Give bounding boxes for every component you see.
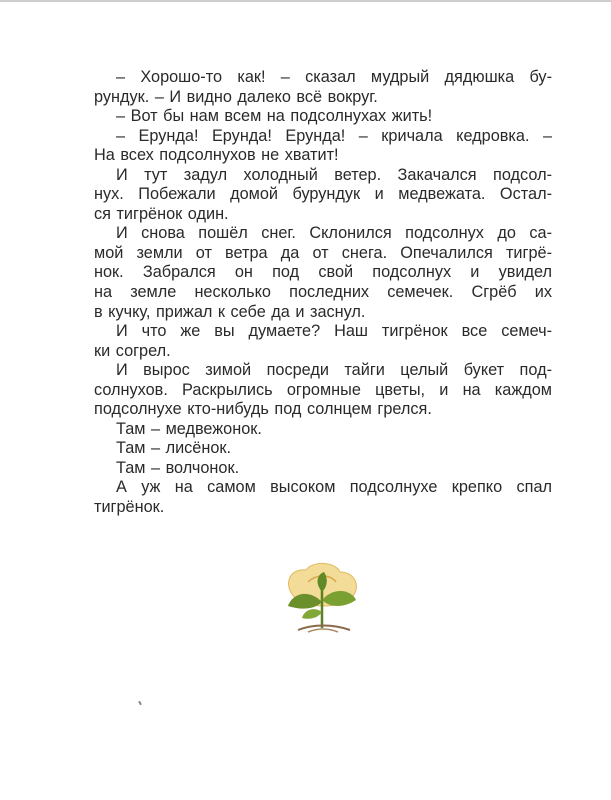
text-line: Там – лисёнок. [116, 439, 232, 458]
text-line: И снова пошёл снег. Склонился подсолнух до са- [116, 224, 552, 243]
text-line: мой земли от ветра да от снега. Опечалился тигрё- [94, 243, 552, 262]
text-line: На всех подсолнухов не хватит! [94, 146, 339, 165]
text-line: – Вот бы нам всем на подсолнухах жить! [116, 107, 433, 126]
text-line: Там – волчонок. [116, 458, 240, 477]
text-line: И вырос зимой посреди тайги целый букет под- [116, 361, 552, 380]
text-line: – Хорошо-то как! – сказал мудрый дядюшка бу- [116, 68, 552, 86]
sunflower-sprout-illustration [278, 560, 368, 635]
text-line: солнухов. Раскрылись огромные цветы, и на каждом [94, 380, 552, 399]
text-line: ки согрел. [94, 341, 171, 360]
text-line: – Ерунда! Ерунда! Ерунда! – кричала кедровка. – [116, 126, 552, 145]
text-line: И тут задул холодный ветер. Закачался подсол- [116, 165, 552, 184]
text-line: нух. Побежали домой бурундук и медвежата. Остал- [94, 185, 552, 204]
text-line: Там – медвежонок. [116, 419, 262, 438]
text-line: подсолнухе кто-нибудь под солнцем грелся. [94, 400, 432, 419]
text-line: тигрёнок. [94, 498, 165, 517]
page-top-edge [0, 0, 611, 2]
text-line: И что же вы думаете? Наш тигрёнок все семеч- [116, 322, 552, 341]
text-line: А уж на самом высоком подсолнухе крепко спал [116, 478, 552, 497]
story-text [94, 68, 552, 518]
scan-speck [138, 701, 142, 705]
text-line: на земле несколько последних семечек. Сгрёб их [94, 283, 552, 302]
text-line: нок. Забрался он под свой подсолнух и увидел [94, 263, 552, 282]
text-line: рундук. – И видно далеко всё вокруг. [94, 87, 378, 106]
text-line: в кучку, прижал к себе да и заснул. [94, 302, 366, 321]
text-line: ся тигрёнок один. [94, 204, 229, 223]
